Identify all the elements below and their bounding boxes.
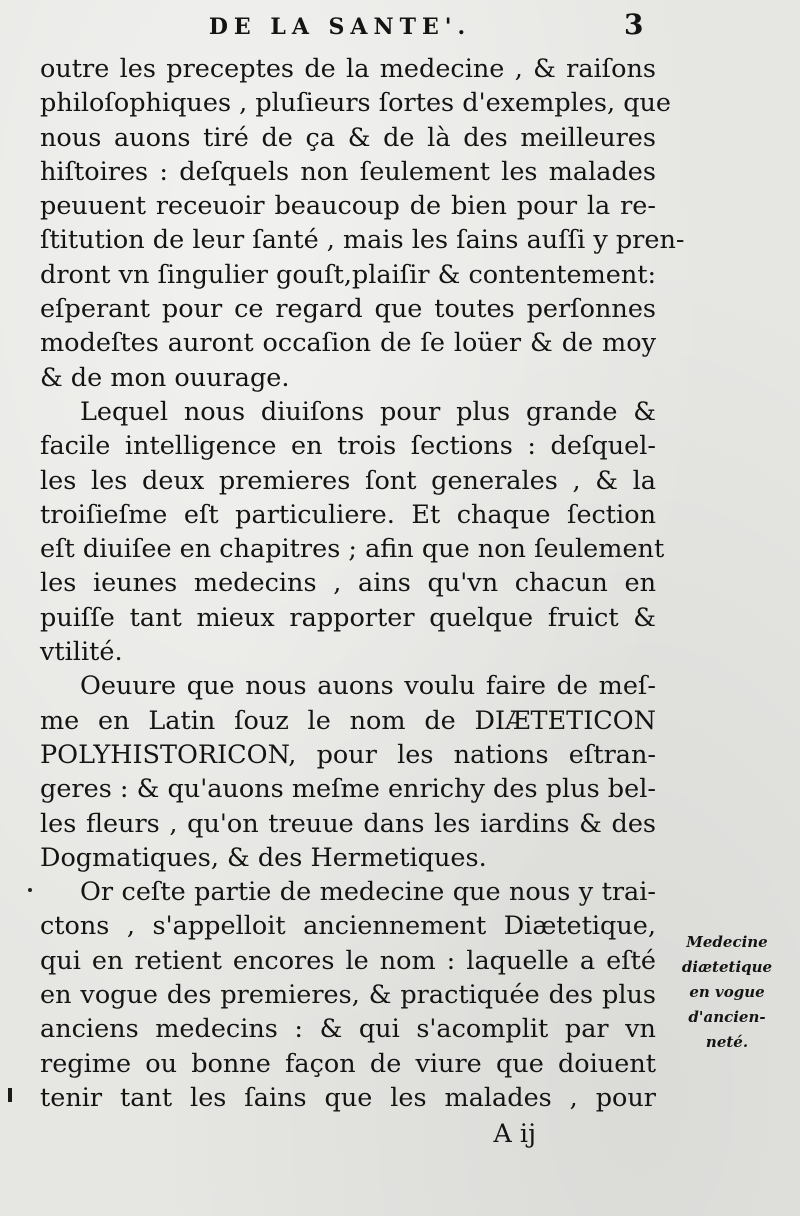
text-line: Oeuure que nous auons voulu faire de meſ- (80, 671, 656, 702)
text-line: eſperant pour ce regard que toutes perſonnes (40, 294, 656, 325)
text-line: regime ou bonne façon de viure que doiuent (40, 1048, 656, 1079)
text-line: outre les preceptes de la medecine , & raiſons (40, 54, 656, 84)
text-line: anciens medecins : & qui s'acomplit par vn (40, 1014, 656, 1045)
text-line: les ieunes medecins , ains qu'vn chacun en (40, 568, 656, 599)
text-line: POLYHISTORICON, pour les nations eſtran- (40, 739, 656, 770)
margin-note-line: neté. (705, 1033, 749, 1051)
text-line: Dogmatiques, & des Hermetiques. (40, 842, 487, 873)
text-line: peuuent receuoir beaucoup de bien pour la re- (40, 191, 656, 222)
margin-note-line: en vogue (689, 983, 765, 1001)
text-line: les les deux premieres ſont generales , & la (40, 465, 656, 496)
text-line: modeſtes auront occaſion de ſe loüer & de moy (40, 328, 656, 359)
text-line: vtilité. (40, 637, 123, 668)
text-line: les fleurs , qu'on treuue dans les iardins & des (40, 808, 656, 839)
text-line: Or ceſte partie de medecine que nous y trai- (80, 877, 656, 908)
text-line: qui en retient encores le nom : laquelle a eſté (40, 945, 656, 976)
margin-note-line: diætetique (681, 958, 773, 976)
text-line: Lequel nous diuiſons pour plus grande & (80, 396, 656, 427)
text-line: eſt diuiſee en chapitres ; afin que non ſeulement (40, 534, 665, 565)
text-line: tenir tant les ſains que les malades , pour (40, 1082, 656, 1113)
margin-note (662, 930, 792, 1055)
text-line: hiſtoires : deſquels non ſeulement les malades (40, 156, 656, 187)
text-line: en vogue des premieres, & practiquée des plus (40, 980, 656, 1011)
text-line: troiſieſme eſt particuliere. Et chaque ſection (40, 499, 656, 530)
text-line: facile intelligence en trois ſections : deſquel- (40, 431, 656, 462)
margin-note-line: Medecine (686, 933, 768, 951)
text-line: puiſſe tant mieux rapporter quelque fruict & (40, 602, 656, 633)
signature-mark: A ij (493, 1119, 536, 1150)
margin-mark (8, 1088, 12, 1102)
text-line: dront vn ſingulier gouſt,plaiſir & contentement: (40, 259, 657, 290)
text-line: ctons , s'appelloit anciennement Diætetique, (40, 911, 656, 942)
text-line: philoſophiques , pluſieurs ſortes d'exemples, que (40, 88, 672, 119)
text-line: & de mon ouurage. (40, 362, 290, 393)
text-line: me en Latin ſouz le nom de DIÆTETICON (40, 705, 656, 736)
text-line: geres : & qu'auons meſme enrichy des plus bel- (40, 774, 656, 805)
body-text (40, 52, 685, 1152)
ink-speck (28, 888, 32, 892)
margin-note-line: d'ancien- (688, 1008, 766, 1026)
text-line: ſtitution de leur ſanté , mais les ſains auſſi y pren- (40, 225, 685, 256)
text-line: nous auons tiré de ça & de là des meilleures (40, 122, 656, 153)
page-number: 3 (624, 8, 644, 41)
running-head: DE LA SANTE'. (208, 14, 472, 40)
